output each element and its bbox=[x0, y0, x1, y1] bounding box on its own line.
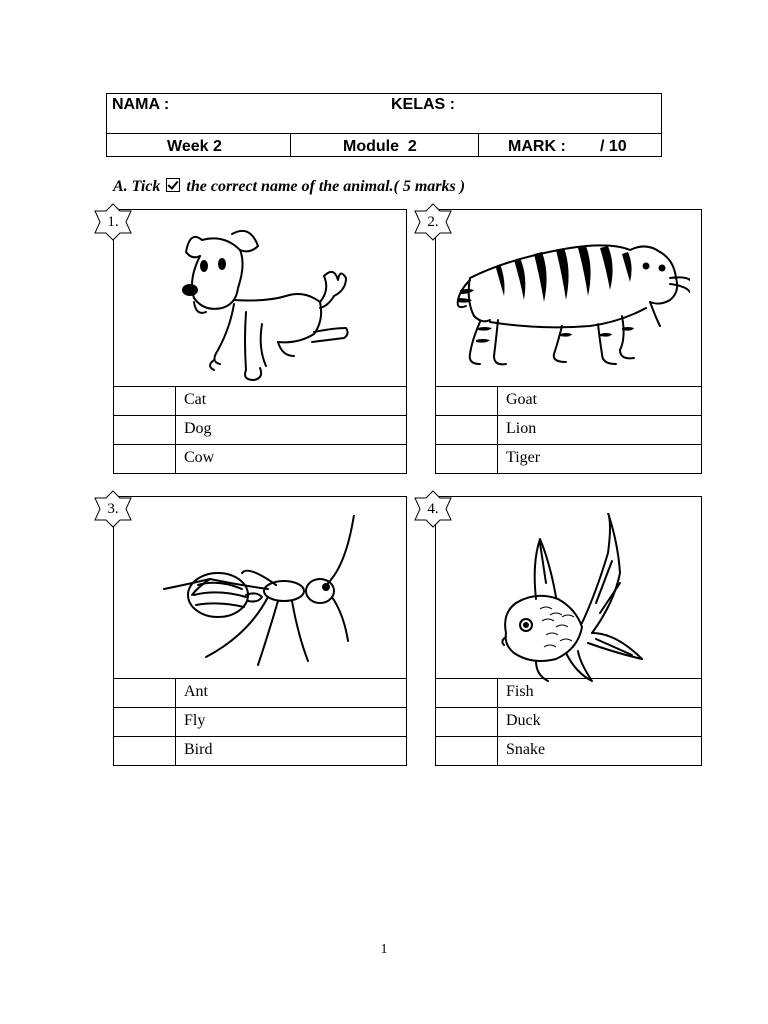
option-row[interactable] bbox=[114, 707, 406, 736]
option-row[interactable] bbox=[436, 707, 701, 736]
divider bbox=[478, 134, 479, 156]
option-label: Dog bbox=[184, 420, 212, 437]
tick-box[interactable] bbox=[436, 679, 498, 707]
option-row[interactable] bbox=[114, 386, 406, 415]
question-number: 3. bbox=[107, 501, 119, 517]
option-row[interactable] bbox=[114, 736, 406, 765]
instruction-text: the correct name of the animal.( 5 marks ) bbox=[186, 178, 466, 195]
option-row[interactable] bbox=[436, 678, 701, 707]
tick-box[interactable] bbox=[436, 708, 498, 736]
option-label: Duck bbox=[506, 712, 541, 729]
question-card-3 bbox=[113, 496, 407, 766]
option-row[interactable] bbox=[114, 678, 406, 707]
tick-box[interactable] bbox=[436, 416, 498, 444]
option-label: Cow bbox=[184, 449, 215, 466]
option-row[interactable] bbox=[436, 444, 701, 473]
tiger-drawing bbox=[450, 230, 690, 380]
week-label: Week 2 bbox=[167, 138, 222, 155]
tick-box[interactable] bbox=[436, 445, 498, 473]
name-class-row bbox=[107, 94, 661, 134]
dog-drawing bbox=[174, 220, 364, 390]
page-number: 1 bbox=[380, 942, 388, 957]
module-label: Module 2 bbox=[343, 138, 417, 155]
question-card-2 bbox=[435, 209, 702, 474]
option-row[interactable] bbox=[436, 736, 701, 765]
mark-label: MARK : bbox=[508, 138, 566, 155]
option-label: Tiger bbox=[506, 449, 541, 466]
goldfish-drawing bbox=[496, 513, 646, 683]
question-number-badge bbox=[94, 490, 132, 528]
option-row[interactable] bbox=[114, 444, 406, 473]
tick-box[interactable] bbox=[436, 737, 498, 765]
option-label: Fish bbox=[506, 683, 534, 700]
tick-box[interactable] bbox=[114, 416, 176, 444]
option-row[interactable] bbox=[114, 415, 406, 444]
divider bbox=[290, 134, 291, 156]
option-label: Goat bbox=[506, 391, 538, 408]
mark-total: / 10 bbox=[600, 138, 627, 155]
tick-box[interactable] bbox=[436, 387, 498, 415]
checkbox-tick-icon bbox=[166, 178, 180, 192]
option-label: Snake bbox=[506, 741, 546, 758]
instruction-prefix: A. Tick bbox=[113, 178, 161, 195]
option-label: Cat bbox=[184, 391, 207, 408]
option-row[interactable] bbox=[436, 415, 701, 444]
option-row[interactable] bbox=[436, 386, 701, 415]
ant-drawing bbox=[158, 515, 368, 685]
question-number-badge bbox=[414, 203, 452, 241]
tick-box[interactable] bbox=[114, 445, 176, 473]
class-label: KELAS : bbox=[391, 96, 455, 113]
tick-box[interactable] bbox=[114, 679, 176, 707]
question-number-badge bbox=[414, 490, 452, 528]
tick-box[interactable] bbox=[114, 737, 176, 765]
question-number-badge bbox=[94, 203, 132, 241]
question-card-4 bbox=[435, 496, 702, 766]
tick-box[interactable] bbox=[114, 708, 176, 736]
question-number: 4. bbox=[427, 501, 439, 517]
name-label: NAMA : bbox=[112, 96, 170, 113]
instruction bbox=[113, 178, 465, 196]
question-card-1 bbox=[113, 209, 407, 474]
option-label: Bird bbox=[184, 741, 213, 758]
option-label: Lion bbox=[506, 420, 537, 437]
question-number: 2. bbox=[427, 214, 439, 230]
question-number: 1. bbox=[107, 214, 119, 230]
option-label: Ant bbox=[184, 683, 208, 700]
option-label: Fly bbox=[184, 712, 206, 729]
tick-box[interactable] bbox=[114, 387, 176, 415]
